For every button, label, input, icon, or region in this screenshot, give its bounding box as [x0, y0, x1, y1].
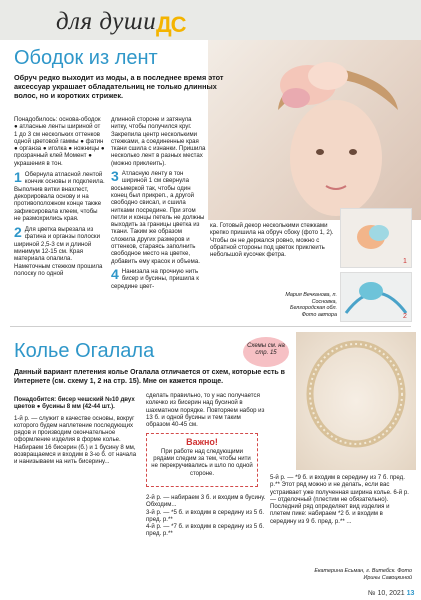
- column-1: [14, 116, 105, 277]
- section-divider: [10, 326, 411, 327]
- row-2-text: 2-й р. — набираем 3 б. и входим в бусину. Обходим...: [146, 494, 266, 509]
- column-5: сделать правильно, то у нас получается колечко из бисерин над бусиной в шахматном порядке. Повторяем набор из 13 б. и одной бусины и тем таким образом 40-45 см.: [146, 392, 265, 429]
- svg-text:2: 2: [403, 313, 407, 320]
- step-2-text: Для цветка вырезала из фатина и органзы полоски шириной 2,5-3 см и длиной минимум 12-15 см. Края материала опалила. Наметочным стежком прошила полоску по одной: [14, 226, 103, 277]
- article-lead-necklace: Данный вариант плетения колье Огалала отличается от схем, которые есть в Интернете (см. схему 1, 2 на стр. 15). Мне он кажется проще.: [14, 369, 285, 385]
- step-1-text: Обернула атласной лентой кончик основы и подклеила. Выполнив витки внахлест, декорировала основу и на противоположном конце также зафиксировала клеем, чтобы не размохрились края.: [14, 171, 105, 222]
- article-lead-headband: Обруч редко выходит из моды, а в последнее время этот аксессуар украшает обладательниц не только длинных волос, но и коротких стрижек.: [14, 73, 224, 100]
- page-number: 13: [406, 590, 415, 597]
- step-4-text: Нанизала на прочную нить бисер и бусины, пришила к середине цвет-: [111, 267, 199, 290]
- step-3-text: Атласную ленту в тон шириной 1 см свернула восьмеркой так, чтобы один конец был прикреп., а другой свободно свисал, и сшила нитками посредине. При этом петли и концы петель не должны выходить за границы цветка из ткани. Таким же образом сложила других размеров и оттенков, стараясь заполнить свободное место на цветке, добавить ему красок и объема.: [111, 170, 205, 265]
- photo-flower-2: [340, 272, 412, 322]
- column-4: [14, 396, 139, 466]
- column-6: 5-й р. — *9 б. и входим в середину из 7 б. пред. р.** Этот ряд можно и не делать, если вас устраивает уже полученная ширина колье. 6-й р. — отделочный (плестим не обязательно). Последний ряд определяет вид изделия и плетем пике: набираем *2 б. и входим в середину из 9 б. пред. р.** ...: [270, 474, 409, 525]
- necklace-materials: Понадобится: бисер чешский №10 двух цветов ● бусины 8 мм (42-44 шт.).: [14, 396, 135, 411]
- important-box: [146, 433, 258, 487]
- magazine-badge: ДС: [156, 12, 186, 37]
- photo-label-1: 1: [403, 258, 407, 265]
- section-title: для души: [56, 8, 157, 35]
- article-title-necklace: Колье Огалала: [14, 340, 155, 362]
- step-number-1: 1: [14, 169, 22, 186]
- step-number-2: 2: [14, 224, 22, 241]
- step-number-3: 3: [111, 168, 119, 185]
- row-3-text: 3-й р. — *5 б. и входим в середину из 5 б. пред. р.**: [146, 508, 265, 523]
- photo-girl-headband: [208, 40, 421, 220]
- photo-necklace: [296, 332, 416, 470]
- step-number-4: 4: [111, 265, 119, 282]
- photo-caption-1: Мария Вечканова, п. Сосновка, Белгородская обл. Фото автора: [285, 292, 337, 319]
- important-title: Важно!: [186, 437, 218, 447]
- important-text: При работе над следующими рядами следим за тем, чтобы нити не перекручивались и шло по одной стороне.: [151, 449, 253, 477]
- article-title-headband: Ободок из лент: [14, 47, 158, 69]
- column-2: [111, 116, 206, 290]
- photo-flower-1: [340, 208, 412, 268]
- row-1-text: 1-й р. — служит в качестве основы, вокруг которого будем наплетение последующих рядов и производим окончательное оформление изделия в форме колье. Набираем 16 бисерин (б.) и 1 бусину 8 мм, возвращаемся и входим в 3-ю б. от начала и нанизываем на нить бисерину...: [14, 414, 137, 466]
- column-3: ка. Готовый декор несколькими стежками крепко пришила на обруч сбоку (фото 1, 2). Чтобы он не держался ровно, можно с обратной стороны под цветок приклеить небольшой кусочек фетра.: [210, 222, 334, 259]
- page-footer: [368, 590, 414, 597]
- column-7: [146, 494, 270, 538]
- photo-caption-2: Екатерина Есьман, г. Витебск. Фото Ирины Савоцкиной: [314, 568, 412, 581]
- column-2-text: длинной стороне и затянула нитку, чтобы получился круг. Закрепила центр несколькими стежками, а соединенные края ткани сшила с изнанки. Пришила несколько лент в разных местах (можно приклеить).: [111, 116, 206, 167]
- materials-text: Понадобилось: основа-ободок ● атласные ленты шириной от 1 до 3 см нескольких оттенков одной цветовой гаммы ● фатин ● органза ● иголка ● ножницы ● прозрачный клей Момент ● украшения в тон.: [14, 116, 105, 167]
- row-4-text: 4-й р. — *7 б. и входим в середину из 5 б. пред. р.**: [146, 523, 265, 538]
- issue-number: № 10, 2021: [368, 590, 405, 597]
- schema-note-badge: Схемы см. на стр. 15: [243, 337, 289, 367]
